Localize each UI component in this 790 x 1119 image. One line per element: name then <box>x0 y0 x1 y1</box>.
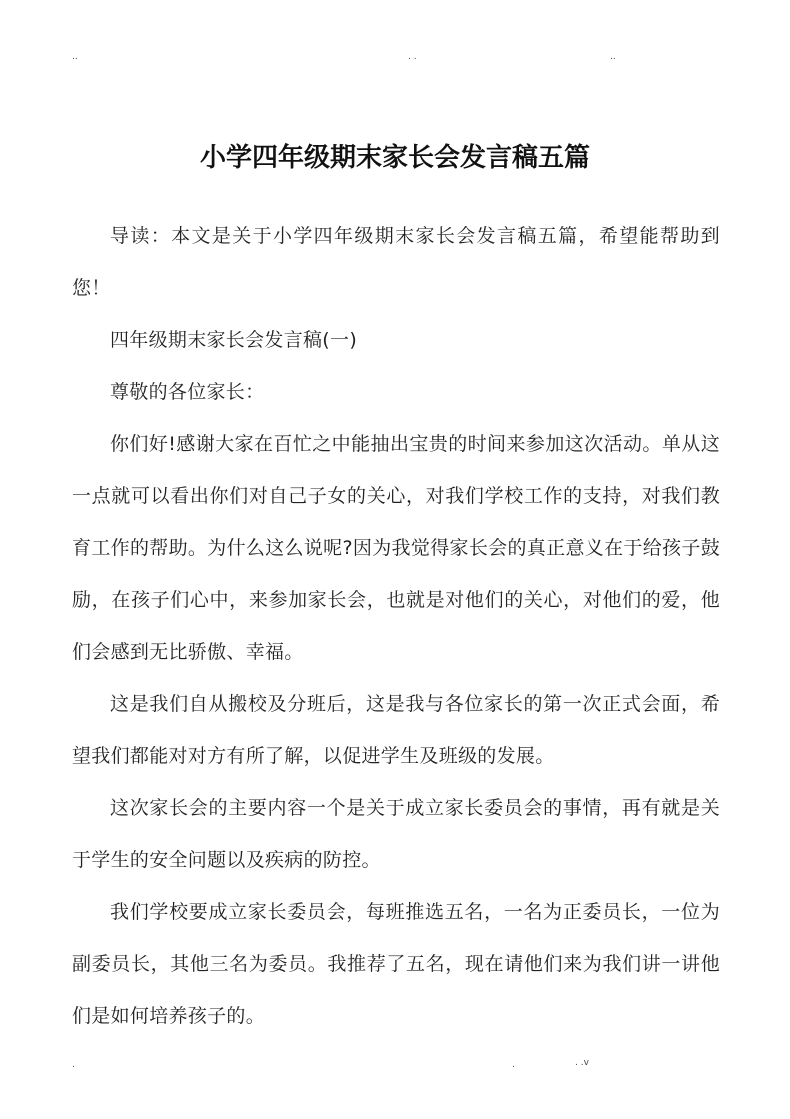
footer-mark: . <box>512 1060 515 1070</box>
footer-mark: . <box>72 1060 75 1070</box>
header-mark: .. <box>610 52 616 62</box>
body-paragraph: 我们学校要成立家长委员会，每班推选五名，一名为正委员长，一位为副委员长，其他三名为委员。我推荐了五名，现在请他们来为我们讲一讲他们是如何培养孩子的。 <box>72 901 720 1027</box>
document-title: 小学四年级期末家长会发言稿五篇 <box>199 143 590 173</box>
section-heading: 四年级期末家长会发言稿(一) <box>110 329 358 351</box>
salutation: 尊敬的各位家长： <box>110 381 265 403</box>
header-mark: .. <box>72 52 78 62</box>
body-paragraph: 这是我们自从搬校及分班后，这是我与各位家长的第一次正式会面，希望我们都能对对方有所了解，以促进学生及班级的发展。 <box>72 693 720 767</box>
body-paragraph: 你们好!感谢大家在百忙之中能抽出宝贵的时间来参加这次活动。单从这一点就可以看出你们对自己子女的关心，对我们学校工作的支持，对我们教育工作的帮助。为什么这么说呢?因为我觉得家长会的真正意义在于给孩子鼓励，在孩子们心中，来参加家长会，也就是对他们的关心，对他们的爱，他们会感到无比骄傲、幸福。 <box>72 433 720 663</box>
footer-mark: . .v <box>575 1058 589 1068</box>
body-paragraph: 这次家长会的主要内容一个是关于成立家长委员会的事情，再有就是关于学生的安全问题以及疾病的防控。 <box>72 797 720 871</box>
intro-paragraph: 导读：本文是关于小学四年级期末家长会发言稿五篇，希望能帮助到您！ <box>72 225 720 299</box>
document-body <box>72 210 720 1042</box>
header-mark: . . <box>408 52 417 62</box>
